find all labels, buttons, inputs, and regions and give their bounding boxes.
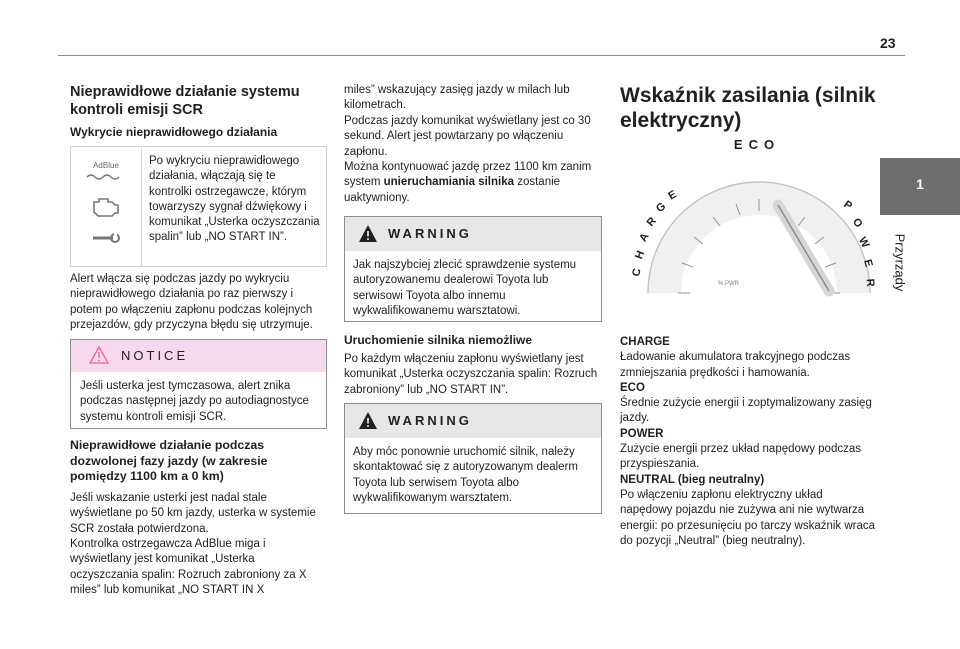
notice-header [71,340,326,372]
alert-paragraph: Alert włącza się podczas jazdy po wykryciu nieprawidłowego działania po raz pierwszy i potem po włączeniu zapłonu podczas kolejnych przejazdów, gdy przyczyna błędu się utrzymuje. [70,273,313,331]
warning-header-2 [345,404,601,438]
warning-triangle-icon [358,224,378,243]
warning-triangle-icon [89,346,109,364]
no-start-paragraph: Po każdym włączeniu zapłonu wyświetlany jest komunikat „Usterka oczyszczania spalin: Rozruch zabroniony” lub „NO START IN”. [344,353,598,396]
confirmed-paragraph: Jeśli wskazanie usterki jest nadal stale wyświetlane po 50 km jazdy, usterka w systemie SCR została potwierdzona. [70,492,316,535]
gauge-eco-label: ECO [733,137,781,152]
mode-title-charge: CHARGE [620,336,670,348]
section-heading-power-meter: Wskaźnik zasilania (silnik elektryczny) [620,84,876,132]
notice-text: Jeśli usterka jest tymczasowa, alert znika podczas następnej jazdy po autodiagnostyce systemu kontroli emisji SCR. [80,380,309,423]
warning-text-1: Jak najszybciej zlecić sprawdzenie systemu autoryzowanemu dealerowi Toyota lub serwisowi Toyota albo innemu wykwalifikowanemu warsztatowi. [353,259,577,317]
charge-letter: G [653,200,669,216]
charge-letter: H [633,249,648,261]
chapter-tab[interactable] [880,158,960,215]
notice-label: NOTICE [121,348,189,363]
power-meter-gauge [620,133,878,323]
repeat-paragraph: Podczas jazdy komunikat wyświetlany jest co 30 sekund. Alert jest powtarzany po włączeniu zapłonu. [344,115,591,158]
warning-label-1: WARNING [388,226,472,241]
chapter-number: 1 [916,176,924,192]
warning-box-2 [344,403,602,514]
heading-no-start: Uruchomienie silnika niemożliwe [344,333,533,347]
gauge-unit-label: % PWR [718,281,739,287]
warning-header-1 [345,217,601,251]
mode-text-charge: Ładowanie akumulatora trakcyjnego podczas zmniejszania prędkości i hamowania. [620,351,851,379]
power-letter: O [849,215,865,231]
mode-text-power: Zużycie energii przez układ napędowy podczas przyspieszania. [620,443,861,471]
warning-lights-icons [71,147,142,266]
subheading-detection: Wykrycie nieprawidłowego działania [70,125,278,139]
engine-check-icon [90,194,122,218]
warning-text-2: Aby móc ponownie uruchomić silnik, należy skontaktować się z autoryzowanym dealerm Toyota lub serwisem Toyota albo wykwalifikowanym warsztatem. [353,446,578,504]
warning-lights-text: Po wykryciu nieprawidłowego działania, włączają się te kontrolki ostrzegawcze, którym towarzyszy sygnał dźwiękowy i komunikat „Usterka oczyszczania spalin” lub „NO START IN”. [149,155,320,244]
warning-lights-box [70,146,327,267]
power-letter: E [861,258,875,269]
chapter-title-wrap [884,226,916,316]
charge-letter: E [666,188,679,203]
mode-descriptions [620,335,878,549]
power-letter: P [841,198,855,213]
wrench-icon [90,229,122,243]
warning-label-2: WARNING [388,413,472,428]
heading-allowed-phase: Nieprawidłowe działanie podczas dozwolonej fazy jazdy (w zakresie pomiędzy 1100 km a 0 km) [70,438,268,483]
warning-box-1 [344,216,602,322]
warning-triangle-icon [358,411,378,430]
adblue-icon: AdBlue [93,161,119,170]
mode-text-neutral: Po włączeniu zapłonu elektryczny układ napędowy pojazdu nie zużywa ani nie wytwarza energii: po przesunięciu po tarczy wskaźnik wraca do pozycji „Neutral” (bieg neutralny). [620,488,876,547]
immobilizer-paragraph: Można kontynuować jazdę przez 1100 km zanim system unieruchamiania silnika zostanie uaktywniony. [344,161,592,204]
charge-letter: A [637,231,652,244]
mode-text-eco: Średnie zużycie energii i zoptymalizowany zasięg jazdy. [620,397,872,425]
charge-letter: R [644,215,659,229]
adblue-wave-icon [85,171,127,181]
power-letter: R [863,278,877,288]
power-letter: W [855,235,872,250]
notice-box [70,339,327,429]
chapter-title: Przyrządy [892,233,908,292]
adblue-paragraph: Kontrolka ostrzegawcza AdBlue miga i wyświetlany jest komunikat „Usterka oczyszczania spalin: Rozruch zabroniony za X miles” lub komunikat „NO START IN X [70,538,307,596]
charge-letter: C [630,267,644,278]
mode-title-power: POWER [620,427,664,440]
mode-title-eco: ECO [620,381,645,394]
section-heading-scr: Nieprawidłowe działanie systemu kontroli emisji SCR [70,84,300,118]
range-paragraph: miles” wskazujący zasięg jazdy w milach lub kilometrach. [344,84,570,112]
mode-title-neutral: NEUTRAL (bieg neutralny) [620,473,765,486]
page-number: 23 [880,35,896,51]
header-rule [58,55,905,56]
